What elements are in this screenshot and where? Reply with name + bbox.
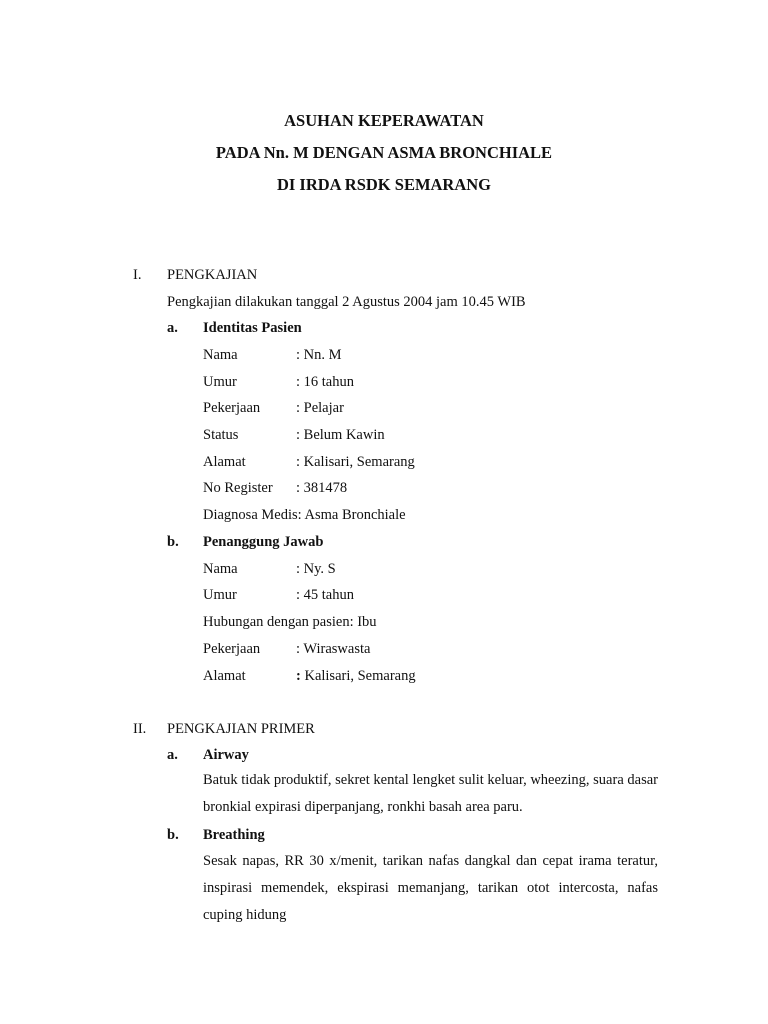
document-title-line-1: ASUHAN KEPERAWATAN xyxy=(284,111,484,130)
guardian-label-nama: Nama xyxy=(203,561,238,577)
subsection-b-marker: b. xyxy=(167,534,179,550)
guardian-hubungan: Hubungan dengan pasien: Ibu xyxy=(203,614,377,630)
guardian-label-alamat: Alamat xyxy=(203,668,246,684)
field-label-umur: Umur xyxy=(203,374,237,390)
guardian-alamat-text: Kalisari, Semarang xyxy=(300,668,416,684)
subsection-breathing-heading: Breathing xyxy=(203,827,265,843)
section-1-heading: PENGKAJIAN xyxy=(167,267,258,283)
field-value-pekerjaan: : Pelajar xyxy=(296,400,344,416)
field-label-status: Status xyxy=(203,427,239,443)
subsection-breathing-marker: b. xyxy=(167,827,179,843)
field-label-no-register: No Register xyxy=(203,480,273,496)
field-label-nama: Nama xyxy=(203,347,238,363)
field-value-alamat: : Kalisari, Semarang xyxy=(296,454,415,470)
subsection-a-marker: a. xyxy=(167,320,178,336)
airway-paragraph: Batuk tidak produktif, sekret kental lengket sulit keluar, wheezing, suara dasar bronkial expirasi diperpanjang, ronkhi basah area paru. xyxy=(203,772,658,815)
section-2-numeral: II. xyxy=(133,721,147,737)
section-1-numeral: I. xyxy=(133,267,142,283)
subsection-penanggung-jawab-heading: Penanggung Jawab xyxy=(203,534,324,550)
guardian-value-umur: : 45 tahun xyxy=(296,587,354,603)
subsection-airway-marker: a. xyxy=(167,747,178,763)
field-label-pekerjaan: Pekerjaan xyxy=(203,400,261,416)
guardian-value-pekerjaan: : Wiraswasta xyxy=(296,641,371,657)
guardian-label-pekerjaan: Pekerjaan xyxy=(203,641,261,657)
guardian-value-nama: : Ny. S xyxy=(296,561,336,577)
guardian-alamat-colon: : xyxy=(296,668,301,684)
breathing-paragraph: Sesak napas, RR 30 x/menit, tarikan nafas dangkal dan cepat irama teratur, inspirasi memendek, ekspirasi memanjang, tarikan otot intercosta, nafas cuping hidung xyxy=(203,853,658,923)
field-value-umur: : 16 tahun xyxy=(296,374,354,390)
field-value-nama: : Nn. M xyxy=(296,347,342,363)
field-diagnosa-medis: Diagnosa Medis: Asma Bronchiale xyxy=(203,507,406,523)
field-value-no-register: : 381478 xyxy=(296,480,348,496)
subsection-identitas-pasien-heading: Identitas Pasien xyxy=(203,320,302,336)
section-1-intro: Pengkajian dilakukan tanggal 2 Agustus 2004 jam 10.45 WIB xyxy=(167,294,526,310)
document-title-line-3: DI IRDA RSDK SEMARANG xyxy=(276,175,492,194)
section-2-heading: PENGKAJIAN PRIMER xyxy=(167,721,315,737)
field-label-alamat: Alamat xyxy=(203,454,246,470)
field-value-status: : Belum Kawin xyxy=(296,427,385,443)
subsection-airway-heading: Airway xyxy=(203,747,249,763)
guardian-label-umur: Umur xyxy=(203,587,237,603)
document-title-line-2: PADA Nn. M DENGAN ASMA BRONCHIALE xyxy=(215,143,553,162)
guardian-value-alamat xyxy=(296,669,416,684)
